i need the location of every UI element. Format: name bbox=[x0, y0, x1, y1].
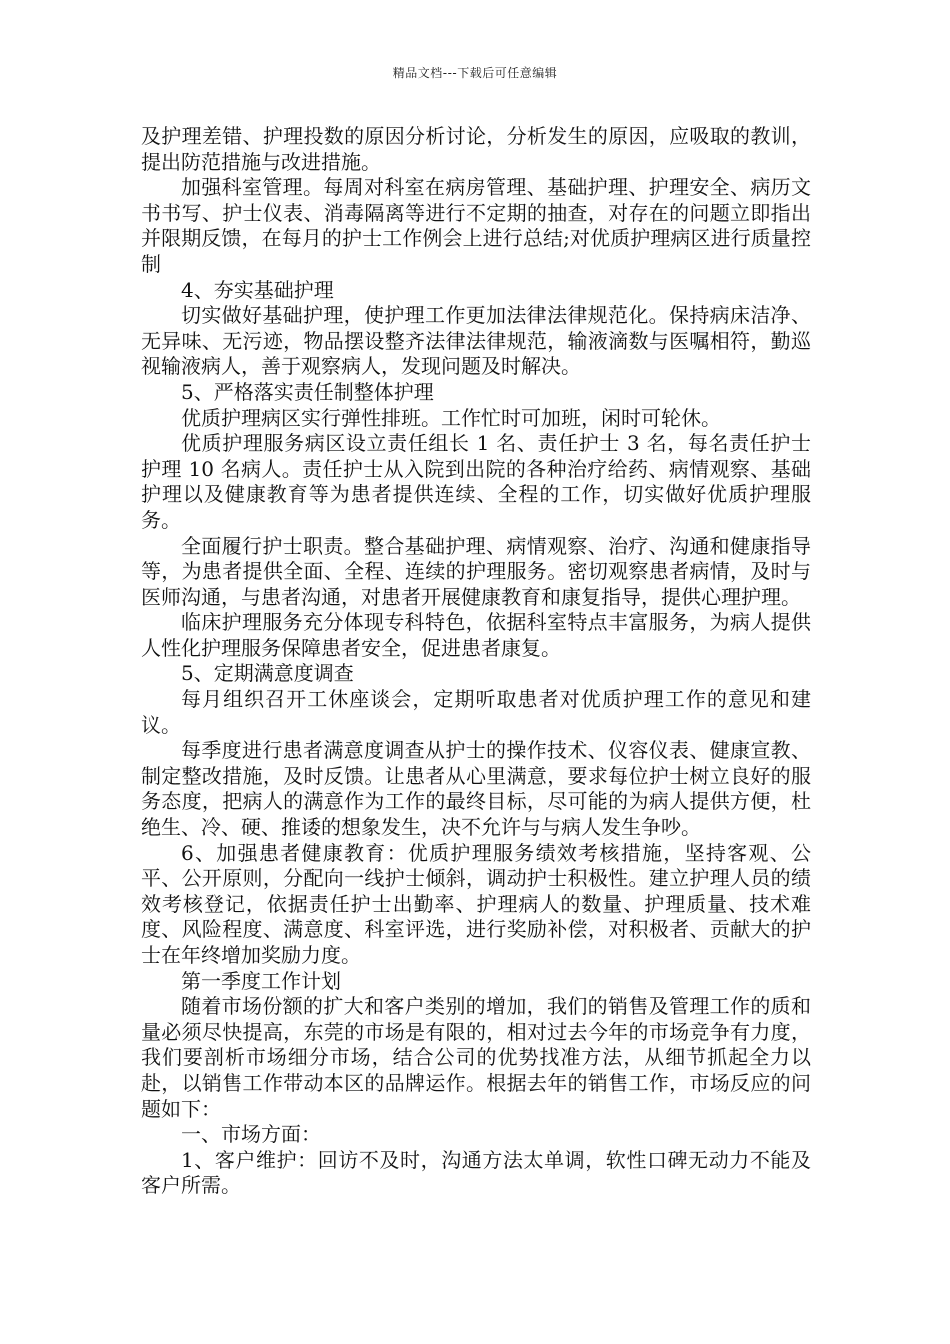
page-header: 精品文档---下载后可任意编辑 bbox=[392, 66, 558, 80]
paragraph: 临床护理服务充分体现专科特色，依据科室特点丰富服务，为病人提供人性化护理服务保障患者安全，促进患者康复。 bbox=[141, 610, 811, 660]
section-heading: 4、夯实基础护理 bbox=[181, 277, 334, 302]
paragraph: 优质护理服务病区设立责任组长 1 名、责任护士 3 名，每名责任护士护理 10 名病人。责任护士从入院到出院的各种治疗给药、病情观察、基础护理以及健康教育等为患者提供连续、全程的工作，切实做好优质护理服务。 bbox=[141, 431, 811, 532]
paragraph: 优质护理病区实行弹性排班。工作忙时可加班，闲时可轮休。 bbox=[181, 405, 721, 430]
paragraph: 切实做好基础护理，使护理工作更加法律法律规范化。保持病床洁净、无异味、无污迹，物品摆设整齐法律法律规范，输液滴数与医嘱相符，勤巡视输液病人，善于观察病人，发现问题及时解决。 bbox=[141, 303, 811, 379]
paragraph: 全面履行护士职责。整合基础护理、病情观察、治疗、沟通和健康指导等，为患者提供全面、全程、连续的护理服务。密切观察患者病情，及时与医师沟通，与患者沟通，对患者开展健康教育和康复指导，提供心理护理。 bbox=[141, 533, 811, 609]
section-heading: 5、定期满意度调查 bbox=[181, 661, 354, 686]
paragraph: 每季度进行患者满意度调查从护士的操作技术、仪容仪表、健康宣教、制定整改措施，及时反馈。让患者从心里满意，要求每位护士树立良好的服务态度，把病人的满意作为工作的最终目标，尽可能的为病人提供方便，杜绝生、冷、硬、推诿的想象发生，决不允许与与病人发生争吵。 bbox=[141, 738, 811, 840]
section-heading: 第一季度工作计划 bbox=[181, 968, 341, 993]
paragraph: 每月组织召开工休座谈会，定期听取患者对优质护理工作的意见和建议。 bbox=[141, 687, 811, 737]
paragraph: 加强科室管理。每周对科室在病房管理、基础护理、护理安全、病历文书书写、护士仪表、消毒隔离等进行不定期的抽查，对存在的问题立即指出并限期反馈，在每月的护士工作例会上进行总结;对优质护理病区进行质量控制 bbox=[141, 175, 811, 276]
section-heading: 5、严格落实责任制整体护理 bbox=[181, 379, 434, 404]
document-body bbox=[141, 124, 811, 1199]
paragraph: 6、加强患者健康教育：优质护理服务绩效考核措施，坚持客观、公平、公开原则，分配向一线护士倾斜，调动护士积极性。建立护理人员的绩效考核登记，依据责任护士出勤率、护理病人的数量、护理质量、技术难度、风险程度、满意度、科室评选，进行奖励补偿，对积极者、贡献大的护士在年终增加奖励力度。 bbox=[141, 840, 811, 967]
paragraph: 及护理差错、护理投数的原因分析讨论，分析发生的原因，应吸取的教训，提出防范措施与改进措施。 bbox=[141, 124, 811, 174]
paragraph: 1、客户维护：回访不及时，沟通方法太单调，软性口碑无动力不能及客户所需。 bbox=[141, 1147, 811, 1198]
paragraph: 随着市场份额的扩大和客户类别的增加，我们的销售及管理工作的质和量必须尽快提高，东莞的市场是有限的，相对过去今年的市场竞争有力度，我们要剖析市场细分市场，结合公司的优势找准方法，从细节抓起全力以赴，以销售工作带动本区的品牌运作。根据去年的销售工作，市场反应的问题如下： bbox=[141, 994, 811, 1121]
section-heading: 一、市场方面： bbox=[181, 1122, 321, 1147]
